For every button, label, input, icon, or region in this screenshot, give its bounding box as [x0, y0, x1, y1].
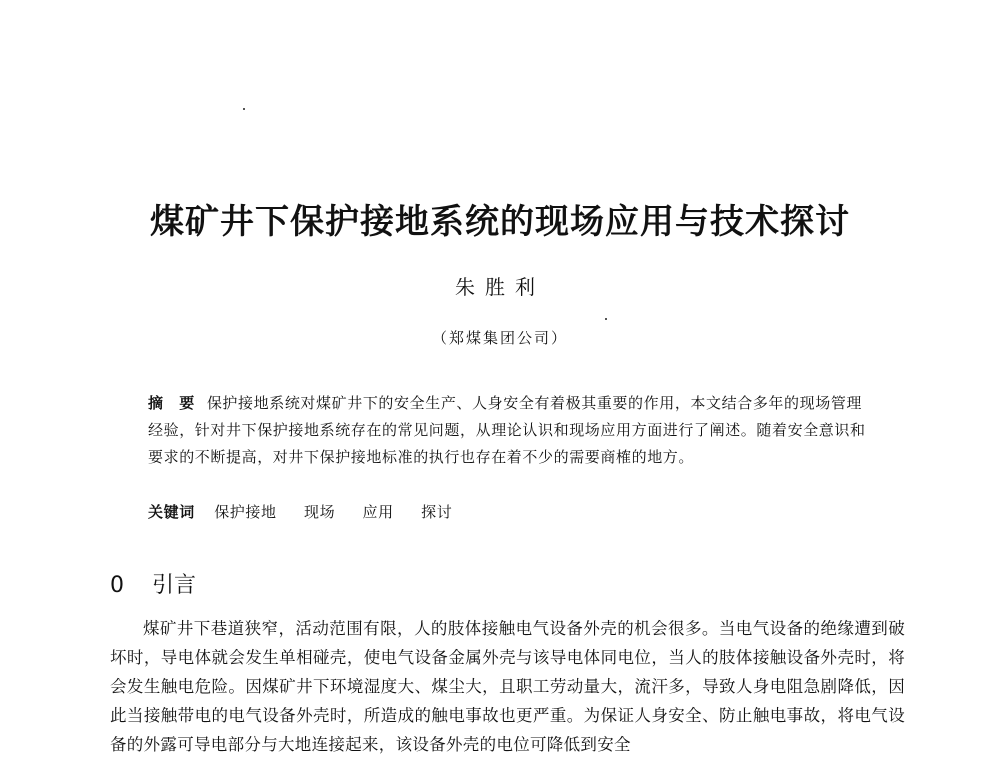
section-number: 0 — [110, 573, 124, 598]
keywords — [148, 501, 872, 522]
scan-speck — [243, 108, 245, 110]
scan-speck — [605, 318, 607, 320]
abstract-label: 摘 要 — [148, 394, 195, 412]
paper-title: 煤矿井下保护接地系统的现场应用与技术探讨 — [150, 202, 850, 242]
abstract — [148, 390, 872, 471]
keyword: 应用 — [362, 503, 394, 521]
keyword: 保护接地 — [214, 503, 277, 521]
author-affiliation: （郑煤集团公司） — [431, 329, 568, 347]
keyword: 探讨 — [421, 503, 453, 521]
keyword: 现场 — [303, 503, 336, 521]
body-paragraph: 煤矿井下巷道狭窄，活动范围有限，人的肢体接触电气设备外壳的机会很多。当电气设备的绝缘遭到破坏时，导电体就会发生单相碰壳，使电气设备金属外壳与该导电体同电位，当人的肢体接触设备外壳时，将会发生触电危险。因煤矿井下环境湿度大、煤尘大，且职工劳动量大，流汗多，导致人身电阻急剧降低，因此当接触带电的电气设备外壳时，所造成的触电事故也更严重。为保证人身安全、防止触电事故，将电气设备的外露可导电部分与大地连接起来，该设备外壳的电位可降低到安全 — [110, 619, 905, 754]
author-name: 朱胜利 — [455, 275, 545, 299]
section-heading — [110, 568, 196, 599]
keywords-label: 关键词 — [148, 503, 195, 521]
abstract-text: 保护接地系统对煤矿井下的安全生产、人身安全有着极其重要的作用，本文结合多年的现场管理经验，针对井下保护接地系统存在的常见问题，从理论认识和现场应用方面进行了阐述。随着安全意识和要求的不断提高，对井下保护接地标准的执行也存在着不少的需要商榷的地方。 — [148, 394, 866, 466]
section-title: 引言 — [152, 573, 197, 598]
